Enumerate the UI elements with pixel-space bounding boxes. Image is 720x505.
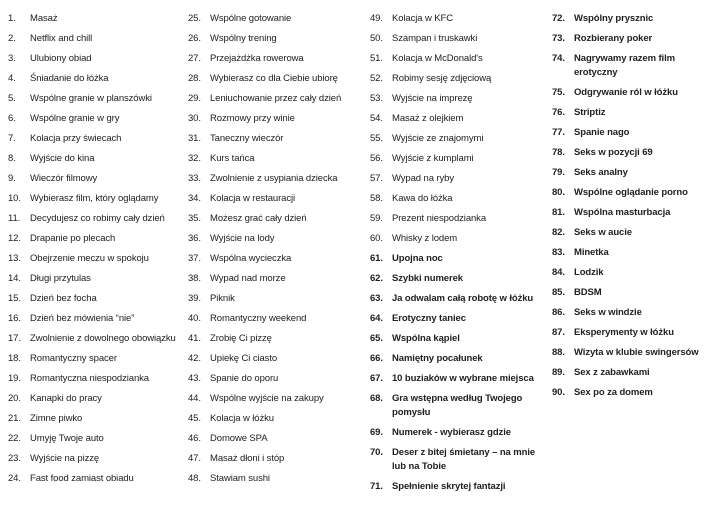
item-text: Dzień bez focha — [30, 293, 97, 304]
item-number: 23. — [8, 453, 21, 464]
list-item — [8, 312, 188, 326]
list-item — [188, 172, 370, 186]
item-number: 65. — [370, 333, 383, 344]
item-number: 36. — [188, 233, 201, 244]
item-number: 80. — [552, 187, 565, 198]
item-text: Zwolnienie z dowolnego obowiązku — [30, 333, 176, 344]
item-number: 39. — [188, 293, 201, 304]
item-text: Gra wstępna według Twojego pomysłu — [392, 393, 523, 418]
list-item — [370, 426, 552, 440]
list-item — [188, 432, 370, 446]
item-text: Netflix and chill — [30, 33, 93, 44]
list-item — [370, 92, 552, 106]
item-number: 40. — [188, 313, 201, 324]
list-item — [370, 152, 552, 166]
item-text: Seks w aucie — [574, 227, 632, 238]
item-text: Leniuchowanie przez cały dzień — [210, 93, 342, 104]
item-number: 5. — [8, 93, 16, 104]
list-item — [188, 132, 370, 146]
item-number: 47. — [188, 453, 201, 464]
item-text: Szybki numerek — [392, 273, 463, 284]
item-number: 9. — [8, 173, 16, 184]
item-text: Masaż z olejkiem — [392, 113, 464, 124]
list-item — [370, 372, 552, 386]
item-number: 14. — [8, 273, 21, 284]
list-item — [188, 152, 370, 166]
item-text: Kurs tańca — [210, 153, 255, 164]
list-item — [8, 332, 188, 346]
item-number: 66. — [370, 353, 383, 364]
item-text: Zwolnienie z usypiania dziecka — [210, 173, 338, 184]
item-number: 27. — [188, 53, 201, 64]
item-text: Prezent niespodzianka — [392, 213, 487, 224]
item-text: Wspólna masturbacja — [574, 207, 671, 218]
list-item — [552, 286, 720, 300]
item-text: Wspólne granie w gry — [30, 113, 120, 124]
item-text: Wspólna kąpiel — [392, 333, 460, 344]
item-number: 6. — [8, 113, 16, 124]
item-number: 58. — [370, 193, 383, 204]
item-text: Kolacja przy świecach — [30, 133, 122, 144]
item-number: 87. — [552, 327, 565, 338]
item-number: 67. — [370, 373, 383, 384]
item-text: Deser z bitej śmietany – na mnie lub na Tobie — [392, 447, 536, 472]
item-number: 18. — [8, 353, 21, 364]
list-item — [370, 272, 552, 286]
item-text: Szampan i truskawki — [392, 33, 478, 44]
item-number: 84. — [552, 267, 565, 278]
item-number: 48. — [188, 473, 201, 484]
list-item — [8, 272, 188, 286]
list-item — [188, 352, 370, 366]
list-item — [8, 32, 188, 46]
item-text: Ja odwalam całą robotę w łóżku — [392, 293, 534, 304]
list-item — [188, 392, 370, 406]
item-text: Seks w pozycji 69 — [574, 147, 653, 158]
list-item — [188, 192, 370, 206]
item-text: Długi przytulas — [30, 273, 91, 284]
item-number: 85. — [552, 287, 565, 298]
item-number: 1. — [8, 13, 16, 24]
list-item — [8, 152, 188, 166]
list-item — [370, 32, 552, 46]
item-number: 51. — [370, 53, 383, 64]
list-column — [552, 12, 720, 500]
item-number: 8. — [8, 153, 16, 164]
item-text: 10 buziaków w wybrane miejsca — [392, 373, 534, 384]
item-number: 83. — [552, 247, 565, 258]
list-item — [188, 312, 370, 326]
item-text: Wypad na ryby — [392, 173, 454, 184]
list-item — [8, 232, 188, 246]
list-item — [370, 332, 552, 346]
item-text: Wybierasz co dla Ciebie ubiorę — [210, 73, 338, 84]
list-item — [188, 72, 370, 86]
list-item — [370, 446, 552, 474]
item-text: Romantyczna niespodzianka — [30, 373, 149, 384]
item-number: 60. — [370, 233, 383, 244]
item-text: Kolacja w McDonald's — [392, 53, 483, 64]
item-number: 50. — [370, 33, 383, 44]
item-number: 22. — [8, 433, 21, 444]
item-text: Umyję Twoje auto — [30, 433, 104, 444]
item-text: Masaż — [30, 13, 58, 24]
item-number: 63. — [370, 293, 383, 304]
item-text: Stawiam sushi — [210, 473, 270, 484]
list-item — [188, 232, 370, 246]
list-item — [8, 92, 188, 106]
item-number: 29. — [188, 93, 201, 104]
item-number: 88. — [552, 347, 565, 358]
item-text: BDSM — [574, 287, 602, 298]
list-item — [8, 392, 188, 406]
item-number: 4. — [8, 73, 16, 84]
list-item — [188, 332, 370, 346]
list-item — [8, 72, 188, 86]
item-text: Taneczny wieczór — [210, 133, 284, 144]
item-text: Odgrywanie ról w łóżku — [574, 87, 678, 98]
item-text: Fast food zamiast obiadu — [30, 473, 134, 484]
item-text: Nagrywamy razem film erotyczny — [574, 53, 675, 78]
item-text: Masaż dłoni i stóp — [210, 453, 285, 464]
item-number: 25. — [188, 13, 201, 24]
item-number: 69. — [370, 427, 383, 438]
item-number: 89. — [552, 367, 565, 378]
list-item — [552, 266, 720, 280]
item-text: Whisky z lodem — [392, 233, 458, 244]
list-item — [552, 346, 720, 360]
list-item — [552, 52, 720, 80]
list-item — [8, 172, 188, 186]
item-number: 41. — [188, 333, 201, 344]
item-text: Wyjście ze znajomymi — [392, 133, 484, 144]
item-text: Spanie do oporu — [210, 373, 279, 384]
item-number: 19. — [8, 373, 21, 384]
list-item — [8, 472, 188, 486]
item-number: 2. — [8, 33, 16, 44]
item-text: Domowe SPA — [210, 433, 268, 444]
list-item — [188, 252, 370, 266]
list-item — [8, 412, 188, 426]
item-text: Romantyczny weekend — [210, 313, 307, 324]
item-number: 11. — [8, 213, 21, 224]
item-number: 33. — [188, 173, 201, 184]
list-item — [370, 392, 552, 420]
item-number: 78. — [552, 147, 565, 158]
item-text: Wspólne wyjście na zakupy — [210, 393, 324, 404]
item-number: 75. — [552, 87, 565, 98]
list-item — [8, 452, 188, 466]
list-item — [370, 252, 552, 266]
list-item — [8, 52, 188, 66]
list-item — [370, 352, 552, 366]
item-number: 62. — [370, 273, 383, 284]
list-item — [552, 146, 720, 160]
item-text: Seks analny — [574, 167, 628, 178]
list-item — [552, 226, 720, 240]
list-item — [370, 12, 552, 26]
item-text: Spanie nago — [574, 127, 630, 138]
item-number: 81. — [552, 207, 565, 218]
list-item — [370, 292, 552, 306]
item-number: 54. — [370, 113, 383, 124]
item-number: 61. — [370, 253, 383, 264]
item-number: 53. — [370, 93, 383, 104]
item-text: Spełnienie skrytej fantazji — [392, 481, 506, 492]
item-number: 28. — [188, 73, 201, 84]
item-text: Wyjście na lody — [210, 233, 275, 244]
item-text: Rozbierany poker — [574, 33, 653, 44]
list-item — [370, 312, 552, 326]
item-number: 13. — [8, 253, 21, 264]
list-item — [188, 92, 370, 106]
item-number: 15. — [8, 293, 21, 304]
list-item — [8, 112, 188, 126]
item-number: 82. — [552, 227, 565, 238]
list-item — [552, 326, 720, 340]
item-number: 12. — [8, 233, 21, 244]
item-number: 37. — [188, 253, 201, 264]
list-item — [188, 372, 370, 386]
list-item — [552, 32, 720, 46]
item-number: 72. — [552, 13, 565, 24]
item-number: 73. — [552, 33, 565, 44]
item-text: Erotyczny taniec — [392, 313, 466, 324]
item-text: Wyjście do kina — [30, 153, 95, 164]
item-number: 86. — [552, 307, 565, 318]
list-item — [8, 212, 188, 226]
item-text: Zrobię Ci pizzę — [210, 333, 272, 344]
item-text: Kanapki do pracy — [30, 393, 102, 404]
item-text: Zimne piwko — [30, 413, 83, 424]
list-item — [370, 112, 552, 126]
item-text: Sex z zabawkami — [574, 367, 650, 378]
item-text: Kolacja w łóżku — [210, 413, 274, 424]
item-text: Seks w windzie — [574, 307, 642, 318]
item-text: Eksperymenty w łóżku — [574, 327, 674, 338]
item-number: 35. — [188, 213, 201, 224]
list-item — [8, 352, 188, 366]
item-text: Namiętny pocałunek — [392, 353, 483, 364]
item-text: Wspólny prysznic — [574, 13, 654, 24]
list-item — [188, 12, 370, 26]
item-text: Upiekę Ci ciasto — [210, 353, 278, 364]
list-item — [552, 386, 720, 400]
item-text: Kawa do łóżka — [392, 193, 453, 204]
list-item — [370, 52, 552, 66]
list-item — [552, 126, 720, 140]
item-number: 17. — [8, 333, 21, 344]
item-text: Piknik — [210, 293, 235, 304]
item-number: 90. — [552, 387, 565, 398]
item-text: Wyjście na imprezę — [392, 93, 473, 104]
item-text: Romantyczny spacer — [30, 353, 117, 364]
item-text: Możesz grać cały dzień — [210, 213, 307, 224]
list-item — [188, 212, 370, 226]
item-number: 70. — [370, 447, 383, 458]
list-item — [188, 292, 370, 306]
item-number: 68. — [370, 393, 383, 404]
list-item — [552, 186, 720, 200]
list-item — [8, 252, 188, 266]
item-text: Wyjście na pizzę — [30, 453, 100, 464]
item-text: Wspólna wycieczka — [210, 253, 292, 264]
item-number: 21. — [8, 413, 21, 424]
item-text: Striptiz — [574, 107, 606, 118]
item-number: 42. — [188, 353, 201, 364]
list-item — [370, 212, 552, 226]
item-text: Upojna noc — [392, 253, 443, 264]
item-text: Sex po za domem — [574, 387, 653, 398]
item-number: 56. — [370, 153, 383, 164]
list-item — [8, 12, 188, 26]
item-text: Kolacja w restauracji — [210, 193, 296, 204]
list-item — [188, 112, 370, 126]
list-item — [370, 132, 552, 146]
item-text: Wizyta w klubie swingersów — [574, 347, 699, 358]
item-text: Wspólne oglądanie porno — [574, 187, 688, 198]
item-text: Wspólny trening — [210, 33, 277, 44]
item-number: 64. — [370, 313, 383, 324]
list-item — [188, 452, 370, 466]
list-item — [370, 232, 552, 246]
item-text: Kolacja w KFC — [392, 13, 453, 24]
list-column — [370, 12, 552, 500]
item-text: Śniadanie do łóżka — [30, 73, 109, 84]
list-item — [8, 292, 188, 306]
item-text: Rozmowy przy winie — [210, 113, 295, 124]
list-item — [188, 32, 370, 46]
item-number: 46. — [188, 433, 201, 444]
list-item — [552, 86, 720, 100]
list-item — [370, 72, 552, 86]
list-item — [552, 12, 720, 26]
list-item — [552, 206, 720, 220]
list-item — [8, 432, 188, 446]
list-item — [188, 272, 370, 286]
item-text: Numerek - wybierasz gdzie — [392, 427, 511, 438]
item-number: 32. — [188, 153, 201, 164]
list-item — [552, 106, 720, 120]
item-text: Drapanie po plecach — [30, 233, 116, 244]
item-number: 31. — [188, 133, 201, 144]
item-text: Wspólne granie w planszówki — [30, 93, 152, 104]
item-number: 79. — [552, 167, 565, 178]
item-text: Wybierasz film, który oglądamy — [30, 193, 159, 204]
item-text: Przejażdżka rowerowa — [210, 53, 304, 64]
item-number: 49. — [370, 13, 383, 24]
item-number: 77. — [552, 127, 565, 138]
list-item — [552, 166, 720, 180]
item-number: 45. — [188, 413, 201, 424]
list-item — [8, 192, 188, 206]
list-item — [370, 480, 552, 494]
item-number: 59. — [370, 213, 383, 224]
item-text: Robimy sesję zdjęciową — [392, 73, 492, 84]
list-column — [188, 12, 370, 500]
item-number: 55. — [370, 133, 383, 144]
item-number: 30. — [188, 113, 201, 124]
item-number: 26. — [188, 33, 201, 44]
item-number: 71. — [370, 481, 383, 492]
item-number: 44. — [188, 393, 201, 404]
list-column — [8, 12, 188, 500]
item-text: Decydujesz co robimy cały dzień — [30, 213, 165, 224]
list-item — [8, 132, 188, 146]
item-text: Obejrzenie meczu w spokoju — [30, 253, 149, 264]
item-text: Lodzik — [574, 267, 604, 278]
item-number: 52. — [370, 73, 383, 84]
list-item — [370, 192, 552, 206]
list-item — [552, 366, 720, 380]
item-number: 38. — [188, 273, 201, 284]
item-number: 24. — [8, 473, 21, 484]
item-number: 34. — [188, 193, 201, 204]
item-number: 74. — [552, 53, 565, 64]
item-number: 76. — [552, 107, 565, 118]
item-text: Dzień bez mówienia “nie” — [30, 313, 135, 324]
list-item — [8, 372, 188, 386]
item-number: 57. — [370, 173, 383, 184]
item-number: 16. — [8, 313, 21, 324]
item-text: Wyjście z kumplami — [392, 153, 474, 164]
item-number: 3. — [8, 53, 16, 64]
item-number: 7. — [8, 133, 16, 144]
list-item — [552, 246, 720, 260]
list-item — [188, 412, 370, 426]
item-number: 20. — [8, 393, 21, 404]
item-text: Wieczór filmowy — [30, 173, 98, 184]
item-text: Ulubiony obiad — [30, 53, 92, 64]
item-text: Wspólne gotowanie — [210, 13, 292, 24]
item-number: 10. — [8, 193, 21, 204]
list-item — [370, 172, 552, 186]
item-number: 43. — [188, 373, 201, 384]
item-text: Wypad nad morze — [210, 273, 286, 284]
item-text: Minetka — [574, 247, 609, 258]
list-item — [552, 306, 720, 320]
list-item — [188, 472, 370, 486]
list-item — [188, 52, 370, 66]
